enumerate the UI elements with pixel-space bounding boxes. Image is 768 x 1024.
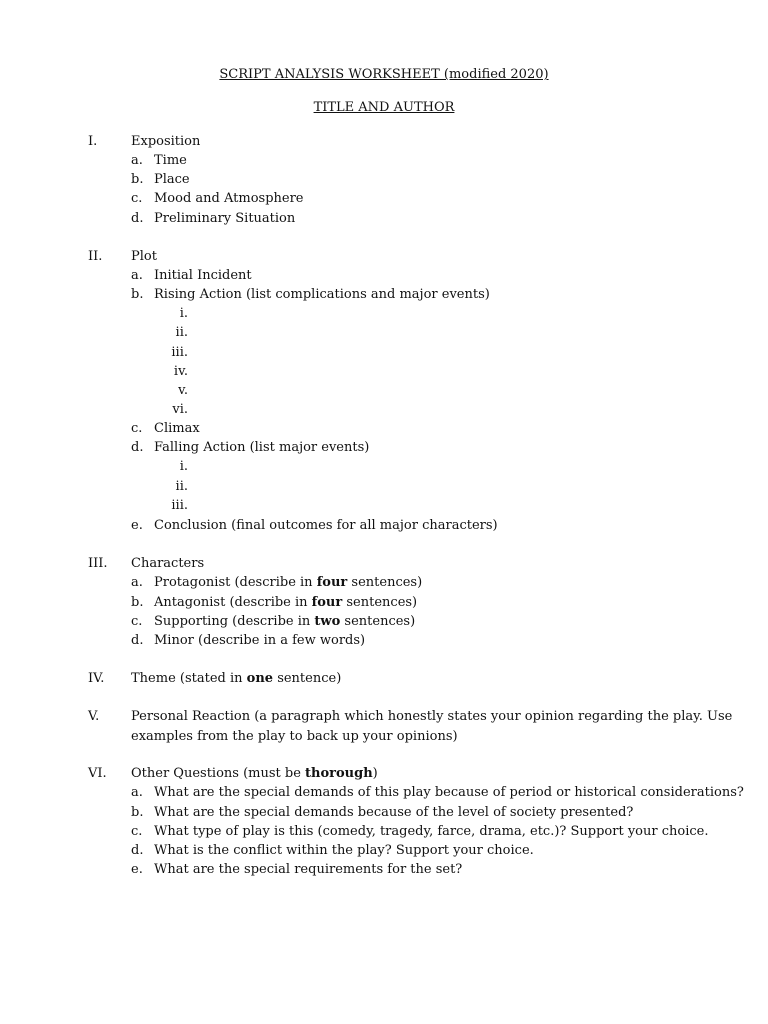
- item-letter: d.: [131, 440, 144, 455]
- item-text-post: sentences): [340, 614, 416, 629]
- document-subtitle: TITLE AND AUTHOR: [313, 100, 455, 115]
- section-numeral: VI.: [88, 766, 107, 781]
- item-text-pre: Supporting (describe in: [154, 614, 315, 629]
- item-text: Minor (describe in a few words): [154, 633, 366, 648]
- item-letter: c.: [131, 421, 143, 436]
- item-text-emphasis: two: [314, 614, 341, 629]
- heading-emphasis: one: [246, 671, 274, 686]
- sub-item-numeral: v.: [178, 383, 188, 398]
- item-text-post: sentences): [342, 595, 418, 610]
- item-text: Mood and Atmosphere: [154, 191, 304, 206]
- heading-post: sentence): [273, 671, 342, 686]
- item-text-pre: Antagonist (describe in: [154, 595, 312, 610]
- section-numeral: I.: [88, 134, 98, 149]
- sub-item-numeral: iii.: [171, 498, 188, 513]
- item-letter: a.: [131, 268, 143, 283]
- item-text: What are the special demands because of the level of society presented?: [154, 805, 634, 820]
- sub-item-numeral: ii.: [175, 479, 188, 494]
- sub-item-numeral: iii.: [171, 345, 188, 360]
- item-text: [154, 612, 415, 631]
- heading-pre: Theme (stated in: [131, 671, 247, 686]
- item-letter: d.: [131, 211, 144, 226]
- item-text: Climax: [154, 421, 200, 436]
- item-text: Time: [154, 153, 187, 168]
- item-text: What are the special requirements for the set?: [154, 862, 463, 877]
- item-letter: d.: [131, 633, 144, 648]
- sub-item-numeral: i.: [179, 459, 188, 474]
- item-letter: a.: [131, 785, 143, 800]
- item-letter: c.: [131, 614, 143, 629]
- section-numeral: II.: [88, 249, 103, 264]
- item-letter: d.: [131, 843, 144, 858]
- item-text: Conclusion (final outcomes for all major characters): [154, 518, 498, 533]
- section-numeral: V.: [88, 709, 100, 724]
- item-text: What type of play is this (comedy, tragedy, farce, drama, etc.)? Support your choice.: [154, 824, 709, 839]
- item-letter: a.: [131, 575, 143, 590]
- section-heading-plot: Plot: [131, 249, 157, 264]
- item-text: Initial Incident: [154, 268, 252, 283]
- item-text: Place: [154, 172, 190, 187]
- item-text-post: sentences): [347, 575, 423, 590]
- sub-item-numeral: i.: [179, 306, 188, 321]
- section-heading-theme: [131, 669, 341, 688]
- section-heading-characters: Characters: [131, 556, 205, 571]
- item-text: Rising Action (list complications and major events): [154, 287, 490, 302]
- item-letter: b.: [131, 805, 144, 820]
- item-text: Preliminary Situation: [154, 211, 296, 226]
- heading-post: ): [372, 766, 378, 781]
- sub-item-numeral: iv.: [173, 364, 188, 379]
- section-numeral: III.: [88, 556, 108, 571]
- heading-pre: Other Questions (must be: [131, 766, 306, 781]
- item-text: What is the conflict within the play? Support your choice.: [154, 843, 534, 858]
- item-letter: a.: [131, 153, 143, 168]
- section-numeral: IV.: [88, 671, 105, 686]
- item-text: Falling Action (list major events): [154, 440, 370, 455]
- item-text: What are the special demands of this play because of period or historical considerations?: [154, 785, 744, 800]
- item-letter: e.: [131, 518, 143, 533]
- item-text: [154, 593, 417, 612]
- section-heading-exposition: Exposition: [131, 134, 201, 149]
- item-text-emphasis: four: [311, 595, 343, 610]
- item-letter: b.: [131, 287, 144, 302]
- section-heading-other-questions: [131, 764, 378, 783]
- sub-item-numeral: ii.: [175, 325, 188, 340]
- item-letter: c.: [131, 824, 143, 839]
- section-heading-personal-reaction-line2: examples from the play to back up your opinions): [131, 729, 458, 744]
- item-letter: b.: [131, 595, 144, 610]
- heading-emphasis: thorough: [305, 766, 373, 781]
- item-letter: e.: [131, 862, 143, 877]
- item-letter: c.: [131, 191, 143, 206]
- item-text-pre: Protagonist (describe in: [154, 575, 317, 590]
- section-heading-personal-reaction-line1: Personal Reaction (a paragraph which honestly states your opinion regarding the play. Use: [131, 709, 733, 724]
- document-title: SCRIPT ANALYSIS WORKSHEET (modified 2020): [219, 67, 549, 82]
- item-letter: b.: [131, 172, 144, 187]
- sub-item-numeral: vi.: [172, 402, 188, 417]
- item-text-emphasis: four: [316, 575, 348, 590]
- item-text: [154, 573, 422, 592]
